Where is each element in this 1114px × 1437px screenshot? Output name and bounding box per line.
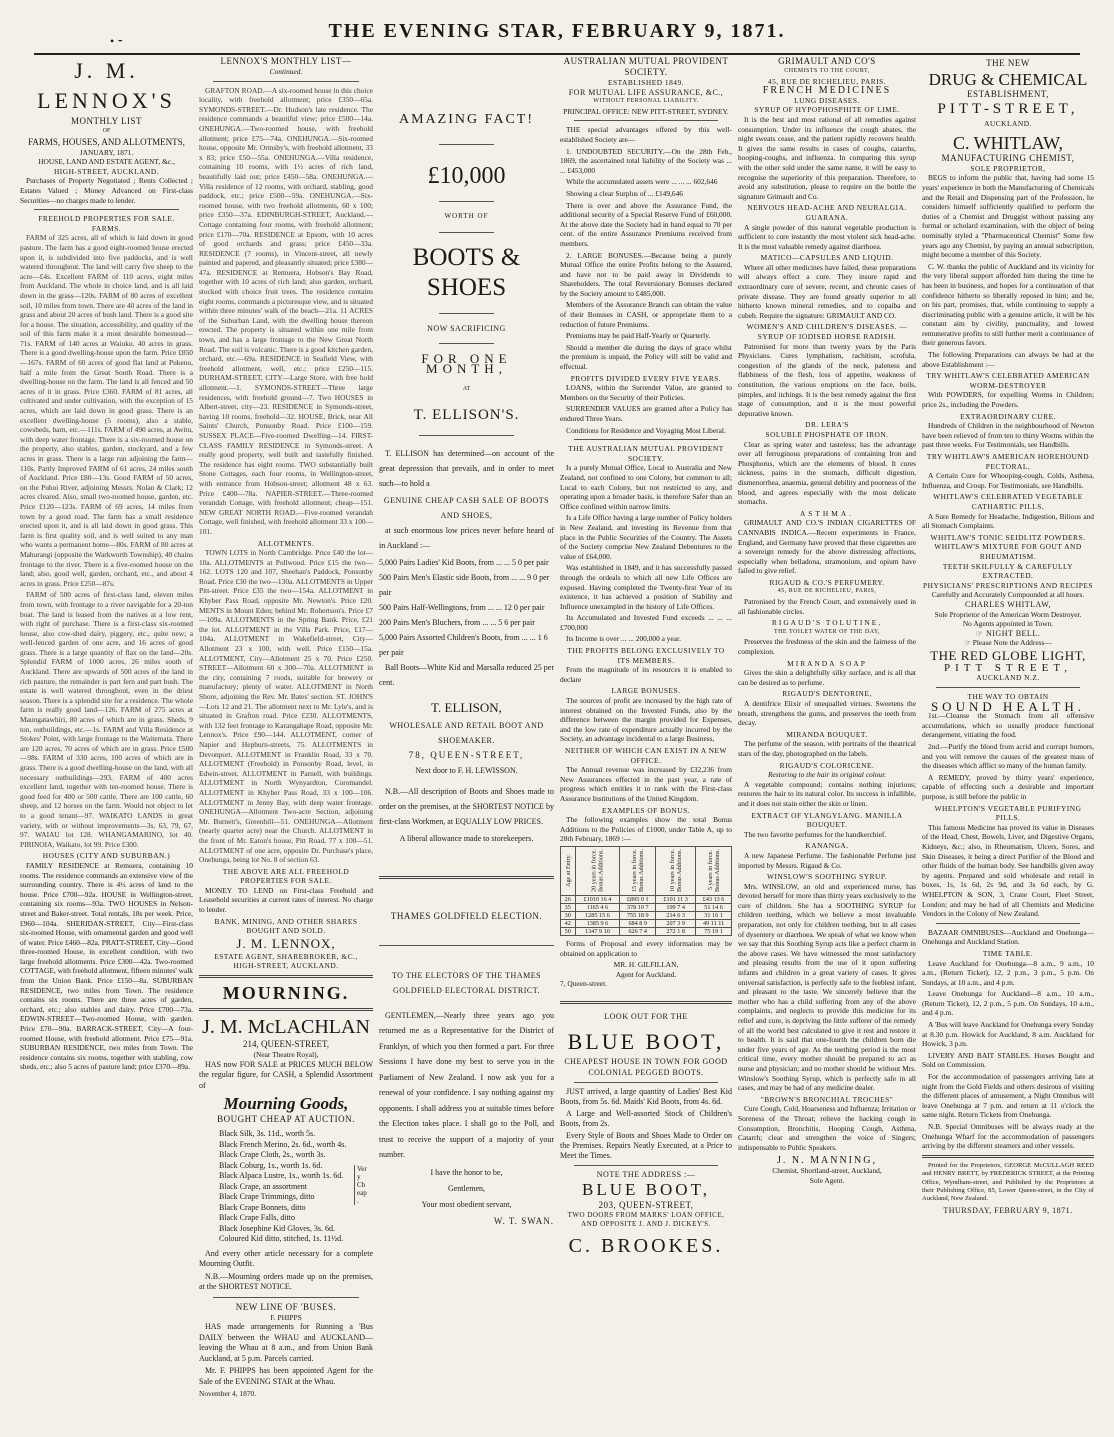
table-cell: 30 [561,911,576,919]
divider [213,1297,359,1298]
table-cell: £43 13 6 [696,895,732,903]
mclachlan-intro: HAS now FOR SALE at PRICES MUCH BELOW the regular figure, for CASH, a Splendid Assortment of [199,1059,373,1090]
table-cell: 31 16 1 [696,911,732,919]
column-lennox-list [20,56,193,1428]
toilet-water-label: THE TOILET WATER OF THE DAY, [773,628,881,635]
table-cell: 26 [561,895,576,903]
continued-label: Continued. [269,67,303,76]
list-item: 500 Pairs Half-Wellingtons, from ... ... 12 0 per pair [379,602,545,612]
list-item: Black Josephine Kid Gloves, 3s. 6d. [219,1223,335,1233]
whitlaw-name: C. WHITLAW, [952,133,1064,154]
amp-conditions: Conditions for Residence and Voyaging Most Liberal. [566,425,726,435]
imprint-date: THURSDAY, FEBRUARY 9, 1871. [943,1205,1073,1215]
blue-boot-heading: BLUE BOOT, [567,1028,725,1054]
leave-onehunga: Leave Onehunga for Auckland—8 a.m., 10 a.m., (Return Ticket), 12, 2 p.m., 5 p.m. On Sundays, 10 a.m., and 4 p.m. [922,989,1094,1018]
amp-premiums: Premiums may be paid Half-Yearly or Quarterly. [566,331,711,341]
table-row [561,927,732,935]
monthly-list-heading: MONTHLY LIST [70,116,142,126]
table-row [561,919,732,927]
rigaud-perfumery-heading: RIGAUD & CO.'S PERFUMERY. [769,577,885,587]
cheapest-house: CHEAPEST HOUSE IN TOWN FOR GOOD COLONIAL PEGGED BOOTS. [564,1056,728,1077]
blue-boot-location: TWO DOORS FROM MARKS' LOAN OFFICE, AND OPPOSITE J. AND J. DICKEY'S. [567,1210,725,1228]
ellison-order-note: N.B.—All description of Boots and Shoes made to order on the premises, at the SHORTEST NOTICE by first-class Workmen, at EQUALLY LOW PRICES. [379,786,554,826]
amp-history: Was established in 1849, and it has successfully passed through the ordeals to which all new Life Offices are exposed. Having completed the Twenty-first Year of its existence, it has achieved a position of Stability and Influence unexampled in the history of Life Offices. [560,563,732,611]
table-cell: 207 3 9 [656,919,696,927]
list-item: Coloured Kid ditto, stitched, 1s. 11½d. [219,1234,344,1244]
farms-heading: FARMS. [91,223,122,233]
new-buses-heading: NEW LINE OF 'BUSES. [235,1301,337,1312]
table-cell: 755 18 9 [620,911,656,919]
list-item: Black French Merino, 2s. 6d., worth 4s. [219,1139,347,1149]
divider [379,945,554,946]
column-whitlaw-drug [922,56,1094,1428]
list-item: Black Crape Falls, ditto [219,1213,295,1223]
note-address-label: Please Note the Address— [972,638,1052,648]
allotment-listings: TOWN LOTS in North Cambridge. Price £40 the lot—10a. ALLOTMENTS at Pollwood. Price £15 the two—162. LOTS 120 and 107, Sheehan's Paddock, Ponsonby Road. Price £30 the two—130a. ALLOTMENTS in Upper Pitt-street. Price £35 the two—154a. ALLOTMENT in Khyber Pass Road, opposite Mr. Newton's. Price £20. MENTS in Mount Eden; behind Mr. Robertson's. Price £7—109a. ALLOTMENTS in the Spring Bank. Price, £21 the lot. ALLOTMENT in the Villa Park. Price, £17—104a. ALLOTMENT in Wakefield-street, City—Allotment 23 x 100, with well. Price £150—15a. ALLOTMENT, City—Allotment 25 x 70. Price £250. STREET—Allotment 60 x 300—70a. ALLOTMENT in the city, containing 7 roods, suitable for brewery or manufactory; plenty of water. ALLOTMENT in North Shore, adjoining the Rev. Mr. Bates' section. ST. JOHN'S—Lots 12 and 21. The allotment next to Mr. Lyle's, and is situated in Grafton road. Price £230. ALLOTMENTS, with 132 feet frontage to Karangahape Road, opposite Mr. Lennox's. Price £90—144. ALLOTMENT, corner of Napier and Hepburn-streets, 75. ALLOTMENTS in Devonport. ALLOTMENT in Franklin Road, 33 x 70. ALLOTMENT (Freehold) in Ponsonby Road, level, in Edwin-street. ALLOTMENT in Parnell, with buildings. ALLOTMENT in North Wynyardton, Coromandel. ALLOTMENT in Khyber Pass Road, 33 x 100—106. ALLOTMENT in Jenny Bay, with deep water frontage. ONEHUNGA—Allotment Two-acre Section, adjoining Mr. Burnett's, Greenhill—51. ONEHUNGA—Allotment (nearly quarter acre) near the Church. ALLOTMENT in the front of Mr. Eaton's house, Pitt Road, 77 x 100—51. ALLOTMENT of one acre, opposite Dr. Purchase's place, Onehunga, being lot No. 8 of section 63. [199,548,373,865]
special-omnibuses: N.B. Special Omnibuses will be always ready at the Onehunga Wharf for the accommodation of passengers arriving by the different steamers and other vessels. [922,1122,1094,1151]
swan-servant: Your most obedient servant, [421,1199,512,1209]
list-item: Black Crape Cloth, 2s., worth 3s. [219,1150,326,1160]
lung-diseases-heading: LUNG DISEASES. [794,95,860,105]
red-globe-heading: THE RED GLOBE LIGHT, [930,647,1086,663]
worth-of: WORTH OF [444,212,489,220]
list-item: 200 Pairs Men's Bluchers, from ... ... 5 6 per pair [379,617,535,627]
table-cell: 626 7 4 [620,927,656,935]
syrup-text: It is the best and most rational of all remedies against consumption. Under its influence the cough abates, the night sweats cease, and the patient rapidly recovers health. It gives the same results in cases of coughs, catarrhs, hooping-coughs, and influenza. In comparing this syrup with the other sold under the same name, it will be easy to recognise the superiority of this preparation. Therefore, to avoid any substitution, please to require on the bottle the signature Grimault and Co. [738,114,916,201]
bouquet-text: The perfume of the season, with portraits of the theatrical stars of the day, photographed on the labels. [738,739,916,758]
sum-heading: £10,000 [427,163,506,189]
section-rule [199,975,373,978]
table-cell: 214 6 3 [656,911,696,919]
lennox-title: J. M. LENNOX'S [37,58,176,113]
divider [439,232,494,233]
table-cell: 1385 9 6 [575,919,620,927]
extraordinary-cure-heading: EXTRAORDINARY CURE. [960,411,1056,421]
divider [439,343,494,344]
lennox-address: HIGH-STREET, AUCKLAND. [233,961,339,971]
table-cell: £101 11 3 [656,895,696,903]
amp-established: ESTABLISHED 1849. [607,78,685,87]
swan-signature: W. T. SWAN. [493,1215,554,1226]
list-item: Black Crape, an assortment [219,1181,307,1191]
amp-surplus: Showing a clear Surplus of ... £149,646 [566,188,684,198]
mclachlan-address: 214, QUEEN-STREET, [242,1039,330,1050]
divider [419,435,514,436]
mclachlan-name: J. M. McLACHLAN [202,1016,370,1039]
amp-security: 1. UNDOUBTED SECURITY.—On the 28th Feb., 1869, the ascertained total liability of the Society was ... ... £453,000 [560,146,732,175]
prescriptions-text: Carefully and Accurately Compounded at all hours. [931,590,1085,600]
bouquet-heading: MIRANDA BOUQUET. [786,729,868,739]
column-ellison-boots [379,56,554,1428]
horse-radish-heading: WOMEN'S AND CHILDREN'S DISEASES. —SYRUP OF IODISED HORSE RADISH. [746,322,908,342]
electors-heading: TO THE ELECTORS OF THE THAMES GOLDFIELD ELECTORAL DISTRICT. [391,970,542,995]
amp-magnitude: From the magnitude of its resources it is enabled to declare [560,665,732,684]
lennox-signature: J. M. LENNOX, [236,935,336,951]
continued-heading: LENNOX'S MONTHLY LIST— [220,56,352,66]
phosphate-text: Clear as spring water and tasteless; has the advantage over all ferruginous preparations of containing Iron and Phosphorus, which are the elements of blood. It cures sickness, pains in the stomach, difficult digestion, dismenorrhea, anaemia, general debility and poorness of the blood, and agrees especially with the most delicate stomachs. [738,439,916,507]
at-label: AT [462,386,471,393]
amp-revenue: The Annual revenue was increased by £32,236 from New Assurances effected in the past year, a rate of progress which entitles it to rank with the First-class Assurance Institutions of the United Kingdom. [560,765,732,803]
table-cell: 684 8 9 [620,919,656,927]
the-new-heading: THE NEW [986,58,1030,68]
bus-sunday: A 'Bus will leave Auckland for Onehunga every Sunday at 8.30 p.m. Howick for Auckland, 8 a.m. Auckland for Howick, 3 p.m. [922,1020,1094,1049]
column-amp-society [560,56,732,1428]
asthma-text: GRIMAULT AND CO.'S INDIAN CIGARETTES OF CANNABIS INDICA.—Recent experiments in France, England, and Germany have proved that these cigarettes are a sovereign remedy for the above distressing affections, especially when belladona, stramonium, and opium have failed to give relief. [738,518,916,576]
troches-text: Cure Cough, Cold, Hoarseness and Influenza; Irritation or Soreness of the Throat; relieve the hacking cough in Consumption, Bronchitis, Hooping Cough, Asthma, Catarrh; clear and strengthen the voice of Singers; indispensable to Public Speakers. [738,1104,916,1152]
manning-role: Sole Agent. [809,1175,845,1185]
ylangylang-text: The two favorite perfumes for the handkerchief. [744,829,887,839]
divider [439,144,494,145]
amp-reserve: There is over and above the Assurance Fund, the additional security of a Special Reserve Fund of £60,000. At the above date the Society had in hand equal to 70 per cent. of the entire Assurance Premiums received from members. [560,200,732,248]
gilfillan-role: Agent for Auckland. [615,969,677,979]
amp-grace: Should a member die during the days of grace whilst the premium is unpaid, the Policy will still be valid and effectual. [560,342,732,372]
tolutine-heading: RIGAUD'S TOLUTINE, [771,618,883,628]
rigaud-patronised: Patronised by the French Court, and extensively used in all fashionable circles. [738,597,916,616]
guarana-heading: GUARANA. [805,212,849,222]
bonus-table [560,846,732,936]
amp-large-bonuses: LARGE BONUSES. [611,686,681,696]
ellison-next-door: Next door to F. H. LEWISSON. [415,765,518,775]
worm-destroyer-heading: TRY WHITLAW'S CELEBRATED AMERICAN WORM-DESTROYER [926,371,1090,390]
table-cell: £1010 16 4 [575,895,620,903]
list-date: JANUARY, 1871. [79,147,134,157]
list-item: Black Alpaca Lustre, 1s., worth 1s. 6d. [219,1171,344,1181]
table-row [561,895,732,903]
whitlaw-thanks: C. W. thanks the public of Auckland and its vicinity for the very liberal support afforded him during the time he has been in business, and hopes for a continuation of that confidence hitherto so liberally reposed in him; and he, on his part, promises, that, while continuing to supply a discriminating public with a genuine article, it will be his constant aim by civility, punctuality, and lowest remunerative profits to still further merit a continuance of their generous favors. [922,261,1094,348]
matico-text: Where all other medicines have failed, these preparations will always effect a cure. They insure rapid and extraordinary cure of severe, recent, and chronic cases of private disease. They are found greatly superior to all hitherto known mineral remedies, and to copaiba and cubeb. Require the signature: GRIMAULT AND CO. [738,262,916,320]
grimault-chemists: CHEMISTS TO THE COURT, [784,68,870,74]
sole-proprietor: SOLE PROPRIETOR, [970,163,1046,173]
troches-heading: "BROWN'S BRONCHIAL TROCHES" [760,1094,894,1104]
masthead-rule [34,53,1080,55]
table-cell: 75 19 1 [696,927,732,935]
horse-radish-text: Patronised for more than twenty years by the Paris Physicians. Cures lymphatism, rachitism, scrofula, congestion of the glands of the neck, paleness and flabbiness of the flesh, loss of appetite, weakness of constitution, the various eruptions on the face, boils, pimples, and itchings. It is the best remedy against the first stage of consumption, and it is the most powerful depurative known. [738,341,916,418]
divider [439,313,494,314]
agent-address: HIGH-STREET, AUCKLAND. [53,166,160,176]
divider [574,1165,718,1166]
divider [574,1082,718,1083]
bus-service-text: HAS made arrangements for Running a 'Bus DAILY between the WHAU and AUCKLAND—leaving the Whau at 8 a.m., and from Union Bank Auckland, at 5 p.m. Parcels carried. [199,1322,373,1363]
night-bell-heading [922,629,1094,639]
gilfillan-name: MR. H. GILFILLAN, [613,960,679,970]
column-grimault-medicines [738,56,916,1428]
ellison-heading: T. ELLISON'S. [413,406,520,423]
phipps-name: F. PHIPPS [270,1312,302,1322]
ellison-address: 78, QUEEN-STREET, [408,749,525,760]
tolutine-text: Preserves the freshness of the skin and the fairness of the complexion. [738,637,916,657]
corner-marks: • ⁃ [110,34,124,48]
section-rule [560,1001,732,1004]
divider [439,201,494,202]
amp-cash-bonus: Members of the Assurance Branch can obtain the value of their Bonuses in CASH, or appropriate them to a reduction of future Premiums. [560,300,732,329]
farm-listings: FARM of 325 acres, all of which is laid down in good pasture. The farm has a good eight-roomed house erected upon it, is subdivided into five paddocks, and is well watered throughout. The land will carry five sheep to the acre—£4s. Excellent FARM of 110 acres, eight miles from Auckland. The whole in choice land, and is all laid down in the grass—120s. FARM of 80 acres of excellent soil, 10 miles from town. There are 40 acres of the land in grass and about 20 acres of bush land. There is a good site for a house. The situation, accessibility, and quality of the soil of this farm make it a most desirable homestead—71s. FARM of 140 acres at Waiuku. 40 acres in grass. There is a good dwelling-house upon the farm. Price £850—167s. FARM of 60 acres of good flat land at Pukeno, half a mile from the Great South Road. There is a dwelling-house on the farm. The land is all fenced and 50 acres of it in grass. Price £360. FARM of 81 acres, all cultivated and under cultivation, with the exception of 15 acres, which are laid down in good grass. There is an excellent dwelling-house (5 rooms), also a stable, cowsheds, barn, etc.—111s. FARM of 490 acres, at Awitu, with deep water frontage. There is a six-roomed house on the property, also stables, garden, stockyard, and a few acres in grass. There is a large run adjoining the farm—110s. Partly Improved FARM of 61 acres, 24 miles south of Auckland. Price £80—13s. Good FARM of 50 acres, on the Puhoi River, adjoining Messrs. Nolan & Clark; 12 acres cleared. Also, small two-roomed house, garden, etc. Price £120—123s. FARM of 69 acres, 14 miles from town by a good road. The farm has a small residence erected upon it, and is all laid down in good grass. This farm is first quality soil, and is well suited to any man who wants a permanent home—80s. FARM of 80 acres at Mahurangi (opposite the Warkworth Township), 40 chains frontage to the river. There is a five-roomed house on the land; also, good well, garden, orchard, etc., and about 4 acres in grass. Price £250—87s. [20,233,193,588]
money-to-lend: MONEY TO LEND on First-class Freehold and Leasehold securities at current rates of interest. No charge to lender. [199,885,373,915]
divider [34,209,179,210]
miranda-soap-heading: MIRANDA SOAP [787,658,867,668]
grimault-title: GRIMAULT AND CO'S [778,56,876,66]
list-item: Black Crape Trimmings, ditto [219,1192,315,1202]
amp-title: AUSTRALIAN MUTUAL PROVIDENT SOCIETY. [563,56,729,77]
pointing-hand-icon: ☞ [975,628,986,638]
divider [574,120,718,121]
amp-assets: While the accumulated assets were ... ... ... 602,646 [566,177,718,187]
swan-salutation: Gentlemen, [447,1183,486,1193]
matico-heading: MATICO—CAPSULES AND LIQUID. [760,253,894,263]
kananga-heading: KANANGA. [805,841,849,851]
masthead [0,0,1114,52]
night-omnibus: For the accommodation of passengers arriving late at night from the Gold Fields and others desirous of visiting the different places of amusement, a Night Omnibus will leave Onehunga at 7 p.m. and return at 11 o'clock the same night. Return Tickets from Onehunga. [922,1072,1094,1120]
cash-sale-heading: GENUINE CHEAP CASH SALE OF BOOTS AND SHOES, [383,495,550,520]
establishment-heading: ESTABLISHMENT, [967,89,1049,99]
agent-appointment: Mr. F. PHIPPS has been appointed Agent for the Sale of the EVENING STAR at the Whau. [199,1366,373,1386]
table-header: 15 years in force. Bonus Additions. [620,846,656,895]
whitlaw-preparations: The following Preparations can always be had at the above Establishment :— [922,350,1094,369]
mourning-goods-heading: Mourning Goods, [223,1094,349,1114]
coloricene-text: A vegetable compound; contains nothing injurious; restores the hair to its natural color. Its success is infallible, and it does not stain either the skin or linen. [738,779,916,808]
list-item: 5,000 Pairs Assorted Children's Boots, from ... ... 1 6 per pair [379,632,548,657]
blue-boot-address: 203, QUEEN-STREET, [598,1200,694,1211]
boots-shoes-heading: BOOTS & SHOES [412,243,521,301]
leave-auckland: Leave Auckland for Onehunga—8 a.m., 9 a.m., 10 a.m., (Return Ticket), 12, 2 p.m., 3 p.m., 5 p.m. On Sundays, at 10 a.m., and 4 p.m. [922,958,1094,987]
table-cell: 51 14 6 [696,903,732,911]
swan-closing: I have the honor to be, [430,1167,503,1177]
freehold-heading: FREEHOLD PROPERTIES FOR SALE. [38,214,175,224]
amp-examples-text: The following examples show the total Bonus Additions to the Policies of £1000, under Table A, up to 28th February, 1869 :— [560,815,732,844]
amazing-fact-heading: AMAZING FACT! [398,112,534,127]
amp-loans: LOANS, within the Surrender Value, are granted to Members on the Security of their Policies. [560,383,732,402]
manufacturing-chemist: MANUFACTURING CHEMIST, [941,153,1075,164]
section-rule [199,1008,373,1011]
ellison-intro: T. ELLISON has determined—on account of the great depression that prevails, and in order to meet such—to hold a [379,448,554,488]
table-cell: 42 [561,919,576,927]
table-cell: 49 11 11 [696,919,732,927]
auckland-nz: AUCKLAND N.Z. [976,673,1040,683]
table-row [561,903,732,911]
worm-destroyer-text: With POWDERS, for expelling Worms in Children; price 2s., including the Powders. [922,390,1094,410]
cathartic-pills-heading: WHITLAW'S CELEBRATED VEGETABLE CATHARTIC PILLS, [933,492,1083,511]
whelpton-heading: WHELPTON'S VEGETABLE PURIFYING PILLS. [934,803,1082,823]
french-medicines-heading: FRENCH MEDICINES [762,85,892,97]
charles-whitlaw: CHARLES WHITLAW, [964,599,1052,609]
seidlitz-heading: WHITLAW'S TONIC SEIDLITZ POWDERS. [930,532,1086,542]
divider [213,81,359,82]
dentorine-text: A dentifrice Elixir of unequalled virtues. Sweetens the breath, strengthens the gums, and preserves the teeth from decay. [738,699,916,728]
table-cell: 50 [561,927,576,935]
mourning-price-list [199,1129,373,1245]
dentorine-heading: RIGAUD'S DENTORINE, [782,689,872,699]
amp-liability: WITHOUT PERSONAL LIABILITY. [593,98,699,105]
amp-new-office: NEITHER OF WHICH CAN EXIST IN A NEW OFFICE. [565,746,727,765]
manning-name: J. N. MANNING, [777,1155,877,1167]
sound-health-heading: SOUND HEALTH. [930,698,1086,714]
divider [936,687,1080,688]
mclachlan-near: (Near Theatre Royal), [253,1050,319,1060]
winslow-heading: WINSLOW'S SOOTHING SYRUP. [767,872,887,882]
amp-mutual: Is a purely Mutual Office, Local to Australia and New Zealand, not confined to one Colony, but common to all; Local to each Colony, but not restricted to any, and operating upon a broader basis, is therefore Safer than an Office confined within narrow limits. [560,463,732,511]
note-address-line [922,638,1094,648]
section-rule [922,1155,1094,1158]
divider [936,923,1080,924]
one-month-heading: FOR ONE MONTH, [421,351,512,376]
divider [574,439,718,440]
whitlaw-proprietor: Sole Proprietor of the American Worm Destroyer. [934,609,1082,619]
kananga-text: A new Japanese Perfume. The fashionable Perfume just imported by Messrs. Rigaud & Co. [738,850,916,870]
pitt-street-heading: PITT-STREET, [937,100,1079,117]
grimault-address: 45, RUE DE RICHELIEU, PARIS. [767,76,887,86]
table-cell: 1347 9 10 [575,927,620,935]
amp-surrender: SURRENDER VALUES are granted after a Policy has endured Three Years. [560,404,732,423]
table-cell: 1165 4 6 [575,903,620,911]
blue-boot-repairs: Every Style of Boots and Shoes Made to Order on the Premises. Repairs Neatly Executed, at a Price to Meet the Times. [560,1130,732,1160]
thames-election-heading: THAMES GOLDFIELD ELECTION. [390,910,543,921]
whitlaw-intro: BEGS to inform the public that, having had some 15 years' experience in both the Manufacturing of Chemicals and the Retail and Dispensing part of the Profession, he considers himself sufficiently qualified to perform the duties of a Chemist and Druggist without passing any formal or scholard examination, with the object of being nominally styled a "Pharmaceutical Chemist" Some few years ago any Chemist, by paying an annual subscription, might become a member of this Society. [922,173,1094,260]
property-listings: GRAFTON ROAD.—A six-roomed house in this choice locality, with freehold allotment; price £350—65a. SYMONDS-STREET.—Dr. Hudson's late residence. The residence commands a beautiful view; price £500—14a. ONEHUNGA.—Two-roomed house, with freehold allotment; price £75—74a. ONEHUNGA.—Six-roomed house, opposite Mr. Ormsby's, with freehold allotment, 33 x 83; price £50—55a. ONEHUNGA.—Villa residence, containing 10 rooms, with 1½ acres of rich land, beautifully laid out; price £450—58a. ONEHUNGA.—Villa residence of 12 rooms, with orchard, stabling, good paddock, etc.; price £500—59a. ONEHUNGA.—Six-roomed house, with two freehold allotments, 60 x 100; price £350—37a. EDINBURGH-STREET, Auckland.—Cottage containing four rooms, with freehold allotment; price £170—70a. RESIDENCE at Epsom, with 10 acres of good orchards and grass; price £450—33a. RESIDENCE (7 rooms), in Vincent-street, all newly painted and papered, and pleasantly situated; price £380—47a. RESIDENCE at Remuera, Hobson's Bay Road, together with 10 acres of rich land; also garden, orchard, stocked with choice fruit trees. The residence contains eight rooms, commands a picturesque view, and is situated within three minutes' walk of the beach—21a. 11 ACRES of the Suburban Land, with the dwelling house thereon erected. The property is situated within one mile from town, and has a large frontage to the New Great North Road. The soil is volcanic. There is a good kitchen garden, orchard, etc.—69a. RESIDENCE in Seafield View, with freehold allotment, well, etc.; price £250—115. DURHAM-STREET, CITY—Large Store, with free hold allotment.—1. SYMONDS-STREET—Three large residences, with freehold ground—7. Two HOUSES in Albert-street, city—23. RESIDENCE in Symonds-street, having 10 rooms, freehold—32. HOUSE, Brick, near All Saints' Church, Ponsonby Road. Price £100—159. SUSSEX PLACE—Five-roomed Dwelling—14. FIRST-CLASS FAMILY RESIDENCE in Symonds-street. A really good property, well built and tastefully finished. The residence has eight rooms. TWO substantially built Stone Cottages, each four rooms, in Wellington-street, with entrance from Hobson-street; allotment 48 x 63. Price £400—78a. NAPIER-STREET.—Three-roomed verandah Cottage, with freehold allotment; cheap—151. NEW GREAT NORTH ROAD.—Five-roomed verandah Cottage, well finished, with freehold allotment 33 x 100—101. [199,85,373,536]
farm-listings-continued: FARM of 500 acres of first-class land, eleven miles from town, with frontage to a river navigable for a 20-ton boat. The land is leased from the natives at a low rent, with right of purchase. There is a first-class six-roomed house, also cow-shed dairy, piggery, etc., quite new; a well-fenced garden of one acre, and 16 acres of good grass. There is a large quantity of flax on the land—20s. Splendid FARM of 1000 acres, 26 miles south of Auckland. There are upwards of 500 acres of the land in rich pasture, the remainder is part fern and part bush. The estate is well watered throughout, even in the driest season. There is a splendid site for a residence. The whole farm is really good land—126. FARM of 275 acres at Maungatawhiri, 80 acres of which are in grass. Sheds, 9 ton, outbuildings, etc.—1s. FARM and Villa Residence at Stokes' Point, with large frontage to the Waitemata. There are 120 acres, 70 acres of which are in grass. Price £500—98s. FARM of 330 acres, 100 acres of which are in grass. There is a good dwelling-house on the land, with all necessary outbuildings—293. FARM of 400 acres excellent land, together with ten-roomed house. There is good feed for 400 or 500 cattle. There are 100 cattle, 60 sheep, and 12 horses on the farm. Would not object to let to a good tenant—97. WAIKATO LANDS in great variety, with or without improvements—3s, 63, 79, 67, 97. WAIAU lot 128. WHANGAMARINO, lot 40. PIRINOIA, Waikato, lot 99. Price £300. [20,590,193,849]
way-to-obtain: THE WAY TO OBTAIN [967,692,1049,702]
table-cell: 35 [561,903,576,911]
remedy-text: A REMEDY, proved by thirty years' experience, capable of effecting such a desirable and important purpose, is still before the public in [922,772,1094,801]
table-cell: 378 10 7 [620,903,656,911]
soap-text: Gives the skin a delightfully silky surface, and is all that can be desired as to perfume. [738,668,916,687]
list-item: 5,000 Pairs Ladies' Kid Boots, from ... ... 5 0 per pair [379,557,549,567]
section-rule [379,876,554,879]
boot-price-list [379,555,554,660]
amp-society-heading: THE AUSTRALIAN MUTUAL PROVIDENT SOCIETY. [568,444,724,463]
table-header: Age at Entry. [561,846,576,895]
table-header: 5 years in force. Bonus Additions. [696,846,732,895]
intro-text: Purchases of Property Negotiated ; Rents Collected ; Estates Valued ; Money Advanced on First-class Securities—no charges made to lender. [20,176,193,205]
dr-lera-heading: DR. LERA'S [805,420,849,430]
pitt-street-line: PITT STREET, [943,661,1073,674]
allotments-heading: ALLOTMENTS. [257,538,315,548]
blue-boot-repeat: BLUE BOOT, [582,1180,710,1200]
note-address: NOTE THE ADDRESS :— [596,1169,696,1179]
table-row [561,911,732,919]
now-sacrificing: NOW SACRIFICING [427,323,506,333]
amp-sources: The sources of profit are increased by the high rate of interest obtained on the Invested Funds, also by the difference between the margin provided for Expenses, and the low rate of expenditure actually incurred by the Society, an advantage incidental to a large Business, [560,696,732,744]
brookes-signature: C. BROOKES. [568,1234,724,1257]
ylangylang-heading: EXTRACT OF YLANGYLANG. MANILLA BOUQUET. [751,810,903,830]
coloricene-subtitle: Restoring to the hair its original colour. [767,770,887,780]
horehound-text: A Certain Cure for Whooping-cough, Colds, Asthma, Influenza, and Croup. For Testimonials, see Handbills. [922,471,1094,490]
night-bell-label: NIGHT BELL. [985,628,1041,638]
amp-office: PRINCIPAL OFFICE: NEW PITT-STREET, SYDNEY. [563,106,729,116]
pointing-hand-icon: ☞ [964,638,973,648]
amp-forms: Forms of Proposal and every information may be obtained on application to [560,938,732,958]
very-cheap-bracket: Very Cheap. [354,1165,367,1205]
ellison-signature: T. ELLISON, [431,699,502,715]
list-item: Black Coburg, 1s., worth 1s. 6d. [219,1160,323,1170]
teeth-heading: TEETH SKILFULLY & CAREFULLY EXTRACTED. [942,561,1074,581]
drug-chemical-heading: DRUG & CHEMICAL [928,70,1088,89]
list-item: Black Silk, 3s. 11d., worth 5s. [219,1129,316,1139]
amp-profits-heading: THE PROFITS BELONG EXCLUSIVELY TO ITS MEMBERS. [567,646,725,665]
livery-stables: LIVERY AND BAIT STABLES. Horses Bought and Sold on Commission. [922,1050,1094,1070]
amp-bonuses: 2. LARGE BONUSES.—Because being a purely Mutual Office the entire Profits belong to the Assured, and have not to be paid away in Dividends to Shareholders. The total Reversionary Bonuses declared by the Society amount to £485,000. [560,250,732,298]
table-cell: 272 1 8 [656,927,696,935]
house-listings: FAMILY RESIDENCE at Remuera, containing 10 rooms. The residence commands an extensive view of the surrounding country. There is 4½ acres of land to the house. Price £700—92a. HOUSE in Wellington-street, containing six rooms—93a. TWO HOUSES in Nelson-street and Baker-street. Total rentals, 18s per week. Price, £960—104a. SHERIDAN-STREET, City—First-class six-roomed House, with ornamental garden and good well of water. Price £460—82a. PRATT-STREET, City—Good three-roomed House, in excellent condition, with two large freehold allotments. Price £300—42a. Two-roomed COTTAGE, with freehold allotment, fifteen minutes' walk from the Union Bank. Price £150—8a. SUBURBAN RESIDENCE, two miles from Town. The residence contains six rooms. There are three acres of garden, orchard, etc.; also stables and dairy. Price £700—73a. EDWIN-STREET—Two-roomed House, with garden. Price £70—90a. BARRACK-STREET, City—A four-roomed House, with freehold allotment. Price £75—91a. SUBURBAN RESIDENCE, two miles from Town. The residence contains six rooms, together with stabling, cow sheds, etc.; also 5 acres of pasture land; price £370—89a. [20,860,193,1072]
coloricene-heading: RIGAUD'S COLORICENE. [779,760,875,770]
bus-ad-date: November 4, 1870. [199,1389,257,1399]
mourning-heading: MOURNING. [222,983,350,1004]
houses-heading: HOUSES (CITY AND SUBURBAN.) [42,851,171,861]
amp-examples-heading: EXAMPLES OF BONUS. [601,805,691,815]
manning-address: Chemist, Shortland-street, Auckland, [772,1165,882,1175]
swan-letter: GENTLEMEN,—Nearly three years ago you returned me as a Representative for the District of Franklyn, of which you then formed a part. For three Sessions I have done my best to serve you in the Parliament of New Zealand. I now ask you for a renewal of your confidence. I say nothing against my opponents. I shall address you at suitable times before the Election takes place. I shall go to the Poll, and trust to receive the support of a majority of your number. [379,1010,554,1160]
low-prices-text: at such enormous low prices never before heard of in Auckland :— [379,525,554,550]
table-cell: 1285 15 6 [575,911,620,919]
amp-funds: Its Accumulated and Invested Fund exceeds ... ... ... £700,000 [560,613,732,632]
time-table-heading: TIME TABLE. [982,948,1034,958]
purify-blood: 2nd.—Purify the blood from acrid and corrupt humors, and you will remove the causes of the greatest mass of the diseases which afflict so many of the human family. [922,742,1094,771]
mourning-outfit-note: And every other article necessary for a complete Mourning Outfit. [199,1248,373,1269]
printer-imprint: Printed for the Proprietors, GEORGE McCULLAGH REED and HENRY BRETT, by FREDERICK STREET, at the Printing Office, Wyndham-street, and Published by the Proprietors at their Publishing Office, 85, Lower Queen-street, in the City of Auckland, New Zealand. [922,1161,1094,1203]
extraordinary-cure-text: Hundreds of Children in the neighbourhood of Newton have been relieved of from ten to thirty Worms within the past three weeks. For Testimonials, see Handbills. [922,421,1094,450]
phosphate-heading: SOLUBLE PHOSPHATE OF IRON. [765,429,889,439]
blue-boot-arrival: JUST arrived, a large quantity of Ladies' Best Kid Boots, from 5s. 6d. Maids' Kid Boots, from 4s. 6d. [560,1086,732,1106]
amp-purpose: FOR MUTUAL LIFE ASSURANCE, &C., [568,87,724,97]
of-heading: OF [102,128,111,134]
amp-advantages: THE special advantages offered by this well-established Society are— [560,125,732,144]
farms-houses-heading: FARMS, HOUSES, AND ALLOTMENTS, [28,136,185,147]
bazaar-omnibuses: BAZAAR OMNIBUSES—Auckland and Onehunga—Onehunga and Auckland Station. [922,927,1094,947]
amp-income: Its Income is over ... ... 200,000 a year. [566,634,681,644]
list-item: Black Crape Bonnets, ditto [219,1202,306,1212]
rigaud-address: 45, RUE DE RICHELIEU, PARIS, [777,588,877,595]
storekeepers-note: A liberal allowance made to storekeepers. [399,833,534,843]
asthma-heading: ASTHMA. [799,508,855,518]
agent-line: HOUSE, LAND AND ESTATE AGENT, &c., [38,157,175,167]
ball-boots-note: Ball Boots—White Kid and Marsalla reduced 25 per cent. [379,662,554,687]
cathartic-pills-text: A Sure Remedy for Headache, Indigestion, Bilious and all Stomach Complaints. [922,511,1094,531]
auckland-label: AUCKLAND. [984,118,1032,128]
horehound-heading: TRY WHITLAW'S AMERICAN HOREHOUND PECTORAL, [926,452,1090,471]
table-cell: 199 7 4 [656,903,696,911]
whelpton-text: This famous Medicine has proved its value in Diseases of the Head, Chest, Bowels, Liver, and Digestive Organs, Kidneys, &c.; also, in Rheumatism, Ulcers, Sores, and Skin Diseases, it being a direct Purifier of the Blood and other fluids of the human body. See handbills given away by agents. Prepared and sold wholesale and retail in boxes, 1s, 1s 6d, 2s 9d, and 3s 6d each, by G. WHELPTON & SON, 3, Crane Court, Fleet Street, London; and may be had of all Chemists and Medicine Vendors in the Colony of New Zealand. [922,822,1094,919]
blue-boot-children: A Large and Well-assorted Stock of Children's Boots, from 2s. [560,1108,732,1128]
gilfillan-address: 7, Queen-street. [560,979,607,989]
cleanse-stomach: 1st.—Cleanse the Stomach from all offensive accumulations, which so usually produce functional derangement, vitiating the food. [922,711,1094,740]
winslow-text: Mrs. WINSLOW, an old and experienced nurse, has devoted herself for more than thirty years exclusively to the cure of children. She has a SOOTHING SYRUP for children teething, which we believe a most invaluable preparation, not only for children teething, but in all cases of dysentery or diarrhoea. We speak of what we know when we say that this Soothing Syrup acts like a perfect charm in the above cases. We have witnessed the most satisfactory and pleasing results from the use of it upon suffering infants and children in a great variety of cases. It gives universal satisfaction, is perfectly safe to the feeblest infant, and pleasant to the taste. We sincerely believe that the mother who has a child suffering from any of the above complaints, and neglects to provide this medicine for its relief and cure, is depriving the little sufferer of the remedy of all the world best calculated to give it rest and restore it to health. It is said that one-fourth the children born die under five years of age. As the teething period is the most critical time, every mother should be prepared to act as nurse and physician; and no mother should be without Mrs. Winslow's Soothing Syrup, which is perfectly safe in all cases, and may be had of any medicine dealer. [738,881,916,1093]
prescriptions-heading: PHYSICIANS' PRESCRIPTIONS AND RECIPES [923,580,1093,590]
table-header: 10 years in force. Bonus Additions. [656,846,696,895]
syrup-heading: SYRUP OF HYPOPHOSPHITE OF LIME. [754,105,900,115]
table-cell: £895 0 1 [620,895,656,903]
lennox-role: ESTATE AGENT, SHAREBROKER, &C., [214,951,358,961]
shares-note: BANK, MINING, AND OTHER SHARES BOUGHT AND SOLD. [214,916,358,936]
list-item: 500 Pairs Men's Elastic side Boots, from ... ... 9 0 per pair [379,572,550,597]
table-header: 20 years in force. Bonus Additions. [575,846,620,895]
guarana-text: A single powder of this natural vegetable production is sufficient to cure instantly the most violent sick head-ache. It is the most valuable remedy against diarrhoea. [738,222,916,251]
mourning-orders-note: N.B.—Mourning orders made up on the premises, at the SHORTEST NOTICE. [199,1271,373,1292]
amp-profits: PROFITS DIVIDED EVERY FIVE YEARS. [570,373,722,383]
headache-heading: NERVOUS HEAD-ACHE AND NEURALGIA. [747,203,907,213]
bought-cheap: BOUGHT CHEAP AT AUCTION. [217,1114,355,1125]
masthead-title: THE EVENING STAR, FEBRUARY 9, 1871. [328,20,786,42]
amp-life-office: Is a Life Office having a large number of Policy holders in New Zealand, and investing its Revenue from that place in the Public Securities of the Country. The Assets of the Society comprise New Zealand Debentures to the value of £64,000. [560,513,732,561]
column-lennox-continued [199,56,373,1428]
no-agents: No Agents appointed in Town. [962,619,1054,629]
ellison-trade: WHOLESALE AND RETAIL BOOT AND SHOEMAKER. [389,720,544,745]
look-out-heading: LOOK OUT FOR THE [604,1011,688,1021]
freehold-note: THE ABOVE ARE ALL FREEHOLD PROPERTIES FOR SALE. [222,866,350,886]
gout-mixture-heading: WHITLAW'S MIXTURE FOR GOUT AND RHEUMATISM. [934,542,1082,561]
